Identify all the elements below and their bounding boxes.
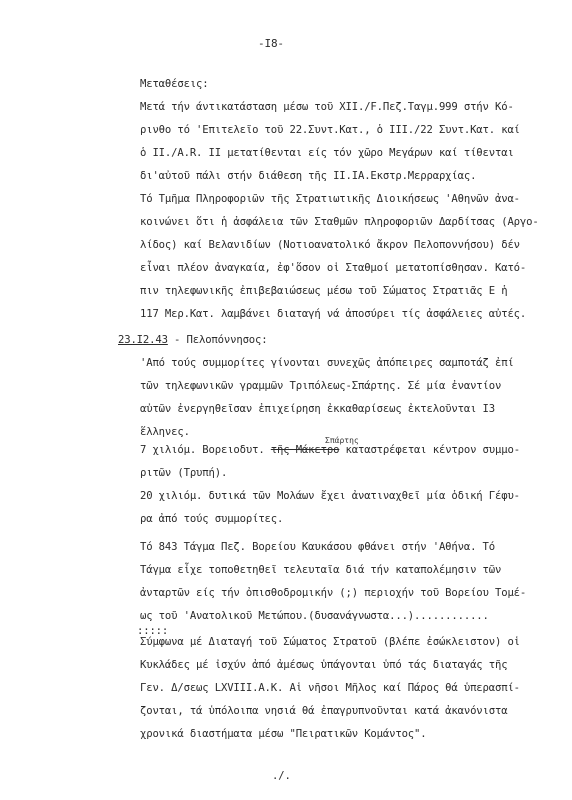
para6-line1: Τό 843 Τάγμα Πεζ. Βορείου Καυκάσου φθάνει στήν 'Αθήνα. Τό: [140, 541, 495, 553]
para2-line6: 117 Μερ.Κατ. λαμβάνει διαταγή νά ἀποσύρει τίς ἀσφάλειες αὐτές.: [140, 308, 527, 320]
para7-line5: χρονικά διαστήματα μέσω "Πειρατικῶν Κομάντος".: [140, 728, 427, 740]
para6-line3: ἀνταρτῶν είς τήν ὀπισθοδρομικήν (;) περιοχήν τοῦ Βορείου Τομέ-: [140, 587, 527, 599]
para7-line3: Γεν. Δ/σεως LXVIII.Α.Κ. Αἱ νῆσοι Μῆλος καί Πάρος θά ὑπερασπί-: [140, 682, 520, 694]
para4-line1: [140, 444, 520, 457]
para4-line2: ριτῶν (Τρυπή).: [140, 467, 228, 479]
para1-line2: ρινθο τό 'Επιτελεῖο τοῦ 22.Συντ.Κατ., ὁ ΙΙΙ./22 Συντ.Κατ. καί: [140, 124, 520, 136]
colon-separator: :::::: [137, 625, 169, 637]
para2-line5: πιν τηλεφωνικῆς ἐπιβεβαιώσεως μέσω τοῦ Σώματος Στρατιᾶς Ε ἡ: [140, 285, 508, 297]
para1-line1: Μετά τήν άντικατάσταση μέσω τοῦ ΧΙΙ./F.Πεζ.Ταγμ.999 στήν Κό-: [140, 101, 514, 113]
para1-line3: ὁ ΙΙ./Α.R. ΙΙ μετατίθενται είς τόν χῶρο Μεγάρων καί τίθενται: [140, 147, 514, 159]
para4-prefix: 7 χιλιόμ. Βορειοδυτ.: [140, 444, 271, 456]
para2-line1: Τό Τμῆμα Πληροφοριῶν τῆς Στρατιωτικῆς Διοικήσεως 'Αθηνῶν ἀνα-: [140, 193, 520, 205]
para6-line4: ως τοῦ 'Ανατολικοῦ Μετώπου.(δυσανάγνωστα...)............: [140, 610, 489, 622]
para3-line2: τῶν τηλεφωνικῶν γραμμῶν Τριπόλεως-Σπάρτης. Σέ μία ἐναντίον: [140, 380, 502, 392]
para7-line1: Σύμφωνα μέ Διαταγή τοῦ Σώματος Στρατοῦ (βλέπε ἐσώκλειστον) οἱ: [140, 636, 520, 648]
struck-text: τῆς Μάκετρο: [270, 444, 340, 456]
para4-rest: καταστρέφεται κέντρον συμμο-: [339, 444, 520, 456]
heading-transfers: Μεταθέσεις:: [140, 78, 209, 90]
para3-line1: 'Από τούς συμμορίτες γίνονται συνεχῶς ἀπόπειρες σαμποτάζ ἐπί: [140, 357, 514, 369]
page-number: -I8-: [258, 37, 284, 50]
date-region: - Πελοπόννησος:: [167, 334, 268, 346]
para7-line4: ζονται, τά ὑπόλοιπα νησιά θά ἐπαγρυπνοῦνται κατά ἀκανόνιστα: [140, 705, 508, 717]
para2-line4: εἶναι πλέον ἀναγκαία, ἐφ'ὅσον οἱ Σταθμοί μετατοπίσθησαν. Κατό-: [140, 262, 527, 274]
para2-line3: λίδος) καί Βελανιδίων (Νοτιοανατολικό ἄκρον Πελοποννήσου) δέν: [140, 239, 520, 251]
para5-line2: ρα ἀπό τούς συμμορίτες.: [140, 513, 284, 525]
handwritten-insert: Σπάρτης: [325, 436, 359, 445]
para2-line2: κοινώνει ὅτι ἡ ἀσφάλεια τῶν Σταθμῶν πληροφοριῶν Δαρδίτσας (Αργο-: [140, 216, 539, 228]
para7-line2: Κυκλάδες μέ ἰσχύν ἀπό ἀμέσως ὑπάγονται ὑπό τάς διαταγάς τῆς: [140, 659, 508, 671]
date-line: [118, 334, 267, 347]
para3-line4: ἕλληνες.: [140, 426, 190, 438]
date-heading: 23.I2.43: [118, 334, 168, 346]
para5-line1: 20 χιλιόμ. δυτικά τῶν Μολάων ἔχει ἀνατιναχθεῖ μία ὁδική Γέφυ-: [140, 490, 520, 502]
para1-line4: δι'αὐτοῦ πάλι στήν διάθεση τῆς ΙΙ.ΙΑ.Εκστρ.Μερραρχίας.: [140, 170, 477, 182]
para3-line3: αὐτῶν ἐνεργηθεῖσαν ἐπιχείρηση ἐκκαθαρίσεως ἐκτελοῦνται I3: [140, 403, 495, 415]
continuation-mark: ./.: [272, 770, 291, 782]
para6-line2: Τάγμα εἶχε τοποθετηθεῖ τελευταῖα διά τήν καταπολέμησιν τῶν: [140, 564, 502, 576]
